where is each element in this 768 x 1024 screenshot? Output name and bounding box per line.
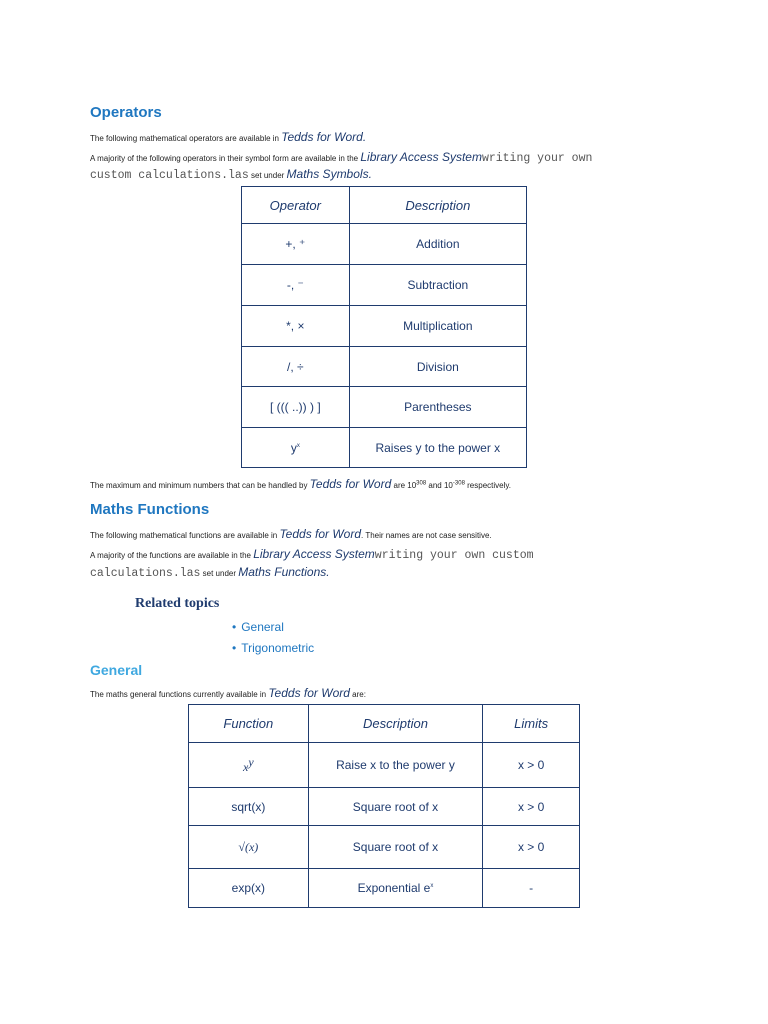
operators-majority-line1: A majority of the following operators in their symbol form are available in the Library Access Systemwriting your own: [90, 150, 593, 165]
description-cell: Exponential $e^x$: [308, 869, 483, 908]
table-row: [189, 826, 580, 869]
table-row: [242, 428, 527, 468]
table-row: [242, 265, 527, 306]
general-functions-table: [188, 704, 580, 908]
operator-cell: +, ⁺: [242, 224, 350, 265]
function-cell: sqrt(x): [189, 788, 309, 826]
description-column-header: Description: [349, 187, 526, 224]
description-cell: Addition: [349, 224, 526, 265]
maths-functions-heading: Maths Functions: [90, 501, 210, 518]
maths-functions-majority-line2: calculations.las set under Maths Functions.: [90, 565, 330, 580]
description-cell: Square root of x: [308, 826, 483, 869]
related-link-general[interactable]: • General: [232, 617, 314, 638]
operators-table-header: [242, 187, 527, 224]
limits-cell: x > 0: [483, 743, 580, 788]
table-row: [189, 743, 580, 788]
operators-majority-line2: custom calculations.las set under Maths Symbols.: [90, 167, 372, 182]
related-topics-list: [232, 617, 314, 659]
description-cell: Multiplication: [349, 306, 526, 347]
table-row: [242, 347, 527, 387]
operators-table: [241, 186, 527, 468]
operators-heading: Operators: [90, 104, 162, 121]
operators-intro: The following mathematical operators are available in Tedds for Word.: [90, 130, 367, 144]
related-topics-title: Related topics: [135, 596, 220, 611]
table-row: [242, 224, 527, 265]
limits-cell: x > 0: [483, 788, 580, 826]
general-table-header: [189, 705, 580, 743]
general-heading: General: [90, 662, 143, 678]
operator-column-header: Operator: [242, 187, 350, 224]
operator-cell: /, ÷: [242, 347, 350, 387]
description-cell: Raise x to the power y: [308, 743, 483, 788]
function-cell: exp(x): [189, 869, 309, 908]
number-limits-note: The maximum and minimum numbers that can be handled by Tedds for Word are $10^{308}$ and $10^{-308}$ respectively.: [90, 477, 511, 491]
function-cell: √(x): [189, 826, 309, 869]
operator-cell: [ ((( ..)) ) ]: [242, 387, 350, 428]
maths-functions-intro: The following mathematical functions are available in Tedds for Word. Their names are not case sensitive.: [90, 527, 492, 541]
table-row: [242, 306, 527, 347]
table-row: [189, 869, 580, 908]
description-cell: Square root of x: [308, 788, 483, 826]
limits-cell: x > 0: [483, 826, 580, 869]
maths-functions-majority-line1: A majority of the functions are available in the Library Access Systemwriting your own custom: [90, 547, 534, 562]
description-cell: Raises y to the power x: [349, 428, 526, 468]
description-column-header: Description: [308, 705, 483, 743]
limits-cell: -: [483, 869, 580, 908]
description-cell: Division: [349, 347, 526, 387]
function-column-header: Function: [189, 705, 309, 743]
description-cell: Subtraction: [349, 265, 526, 306]
table-row: [242, 387, 527, 428]
related-link-trigonometric[interactable]: • Trigonometric: [232, 638, 314, 659]
description-cell: Parentheses: [349, 387, 526, 428]
function-cell: xy: [189, 743, 309, 788]
limits-column-header: Limits: [483, 705, 580, 743]
operator-cell: *, ×: [242, 306, 350, 347]
table-row: [189, 788, 580, 826]
general-intro: The maths general functions currently available in Tedds for Word are:: [90, 686, 366, 700]
operator-cell: $y^x$: [242, 428, 350, 468]
operator-cell: -, ⁻: [242, 265, 350, 306]
